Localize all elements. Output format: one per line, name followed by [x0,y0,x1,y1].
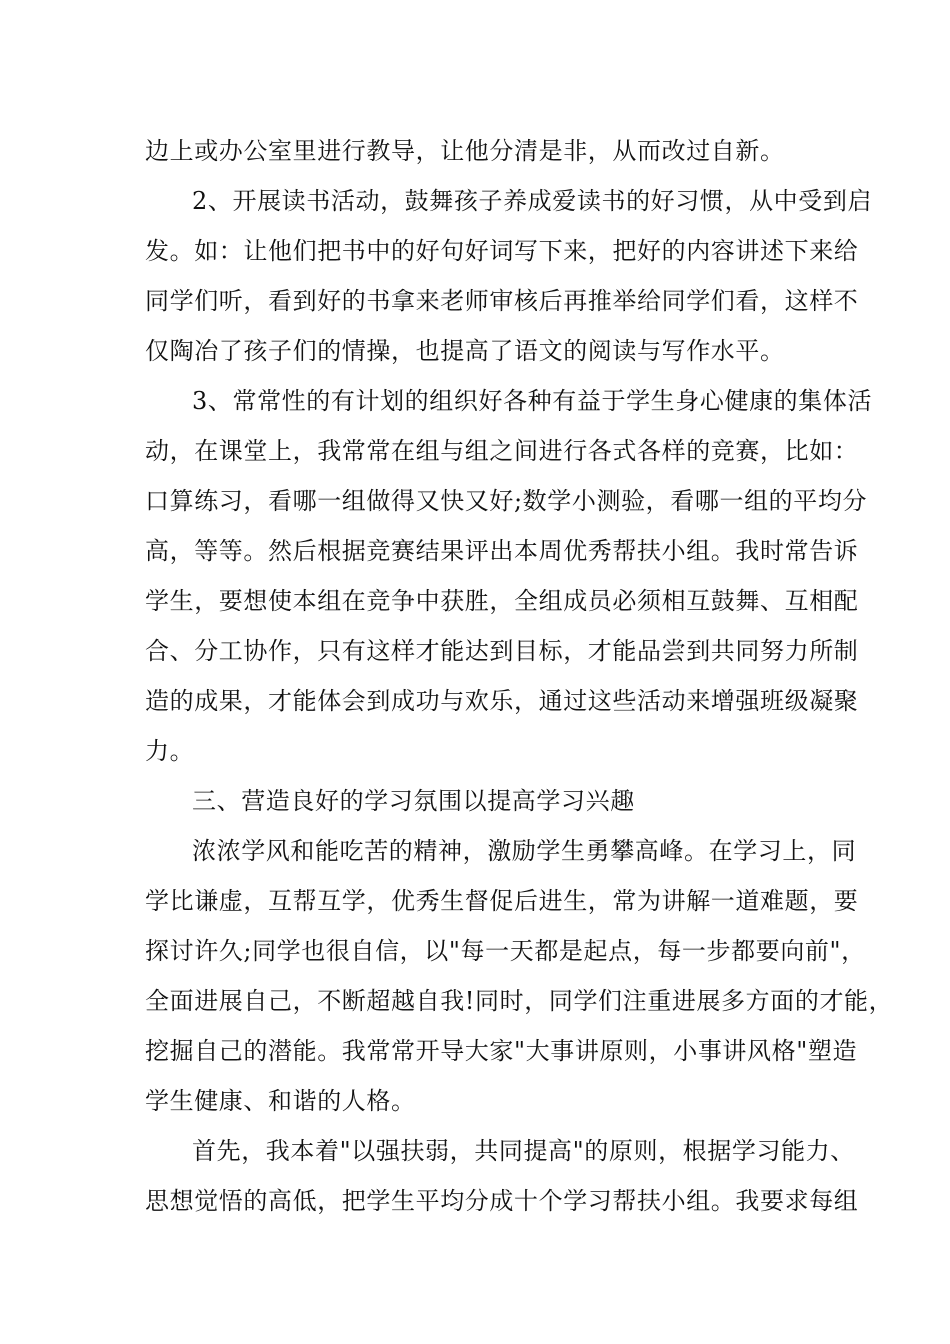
text-line: 思想觉悟的高低，把学生平均分成十个学习帮扶小组。我要求每组 [145,1187,859,1215]
section-heading: 三、营造良好的学习氛围以提高学习兴趣 [192,787,635,815]
text-line: 学生，要想使本组在竞争中获胜，全组成员必须相互鼓舞、互相配 [145,587,859,615]
paragraph-start-line: 3、常常性的有计划的组织好各种有益于学生身心健康的集体活 [192,387,873,415]
text-line: 挖掘自己的潜能。我常常开导大家"大事讲原则，小事讲风格"塑造 [145,1037,858,1065]
paragraph-start-line: 2、开展读书活动，鼓舞孩子养成爱读书的好习惯，从中受到启 [192,187,873,215]
text-line: 高，等等。然后根据竞赛结果评出本周优秀帮扶小组。我时常告诉 [145,537,859,565]
paragraph-start-line: 首先，我本着"以强扶弱，共同提高"的原则，根据学习能力、 [192,1137,855,1165]
text-line: 探讨许久;同学也很自信，以"每一天都是起点，每一步都要向前"， [145,937,866,965]
text-line: 全面进展自己，不断超越自我!同时，同学们注重进展多方面的才能， [145,987,894,1015]
text-line: 动，在课堂上，我常常在组与组之间进行各式各样的竞赛，比如： [145,437,859,465]
text-line: 合、分工协作，只有这样才能达到目标，才能品尝到共同努力所制 [145,637,859,665]
text-line: 学比谦虚，互帮互学，优秀生督促后进生，常为讲解一道难题，要 [145,887,859,915]
text-line: 口算练习，看哪一组做得又快又好;数学小测验，看哪一组的平均分 [145,487,868,515]
text-line: 同学们听，看到好的书拿来老师审核后再推举给同学们看，这样不 [145,287,859,315]
text-line: 发。如：让他们把书中的好句好词写下来，把好的内容讲述下来给 [145,237,859,265]
paragraph-start-line: 浓浓学风和能吃苦的精神，激励学生勇攀高峰。在学习上，同 [192,837,857,865]
text-line: 造的成果，才能体会到成功与欢乐，通过这些活动来增强班级凝聚 [145,687,859,715]
text-line: 学生健康、和谐的人格。 [145,1087,416,1115]
text-line: 力。 [145,737,195,765]
text-line: 边上或办公室里进行教导，让他分清是非，从而改过自新。 [145,137,785,165]
text-line: 仅陶冶了孩子们的情操，也提高了语文的阅读与写作水平。 [145,337,785,365]
